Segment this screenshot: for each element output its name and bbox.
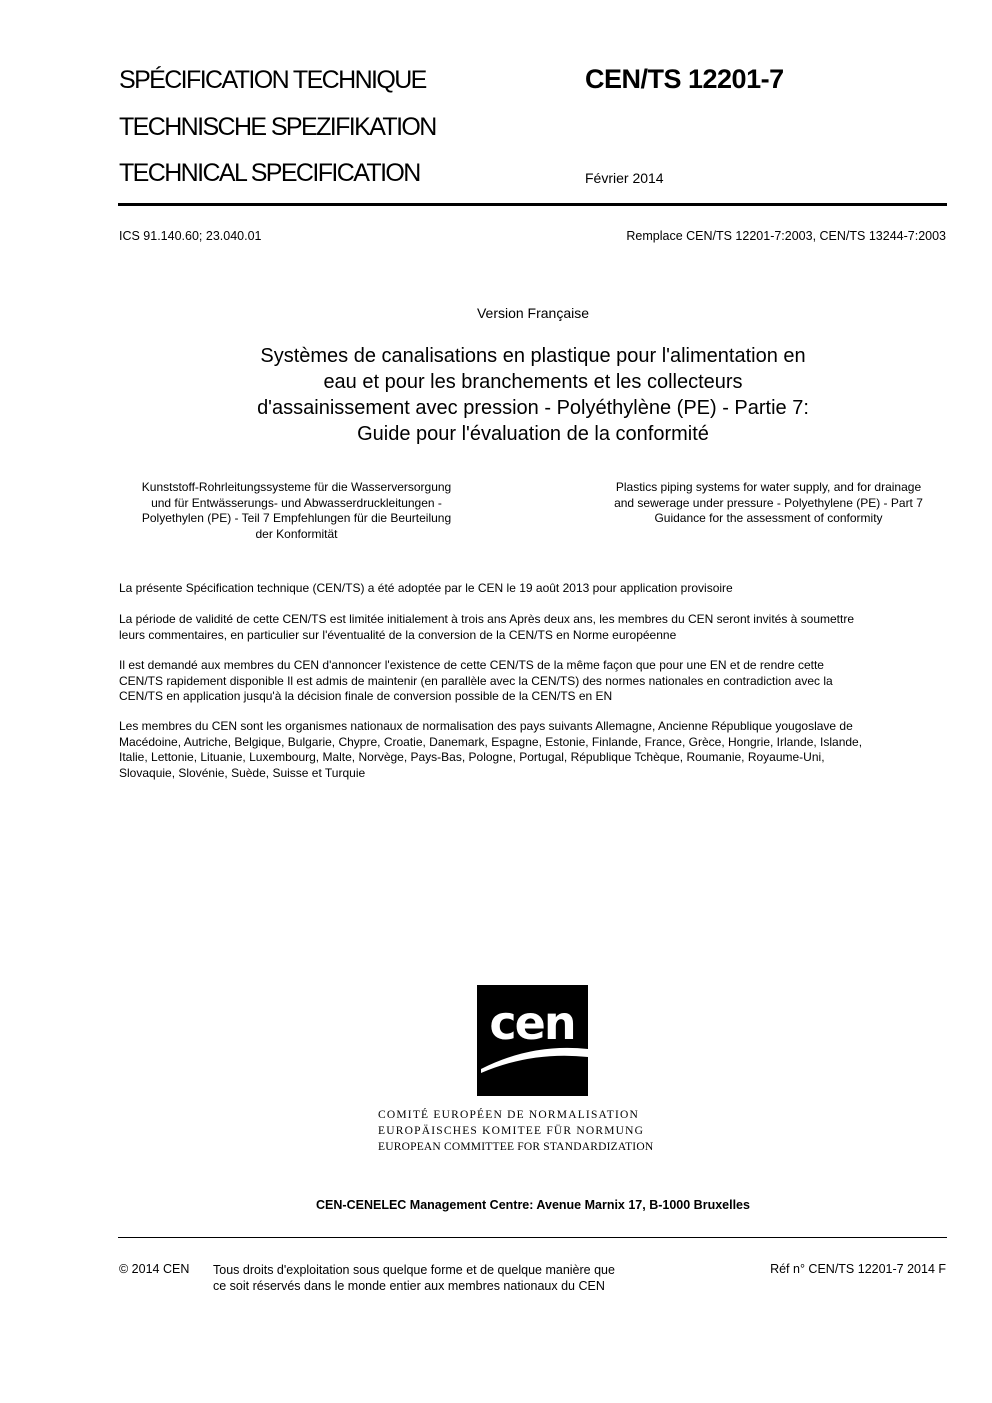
publication-date: Février 2014 [585,170,664,186]
standard-number: CEN/TS 12201-7 [585,64,784,94]
german-title-line: und für Entwässerungs- und Abwasserdruckleitungen - [151,495,442,510]
adoption-paragraph [119,581,949,597]
copyright-notice: © 2014 CEN [119,1262,190,1276]
spec-title-fr: SPÉCIFICATION TECHNIQUE [119,66,426,94]
main-title [160,343,906,447]
organization-name-en: EUROPEAN COMMITTEE FOR STANDARDIZATION [378,1141,654,1153]
english-title-line: and sewerage under pressure - Polyethylene (PE) - Part 7 [614,495,923,510]
paragraph-line: La période de validité de cette CEN/TS est limitée initialement à trois ans Après deux ans, les membres du CEN seront invités à soumettre [119,612,855,626]
main-title-line: eau et pour les branchements et les collecteurs [323,371,743,393]
german-title-line: Kunststoff-Rohrleitungssysteme für die Wasserversorgung [141,480,452,494]
english-title-line: Plastics piping systems for water supply, and for drainage [615,480,922,494]
cen-logo [477,985,588,1096]
rights-line: ce soit réservés dans le monde entier aux membres nationaux du CEN [213,1279,605,1293]
paragraph-line: Italie, Lettonie, Lituanie, Luxembourg, Malte, Norvège, Pays-Bas, Pologne, Portugal, République Tchèque, Roumanie, Royaume-Uni, [119,750,825,764]
paragraph-line: Macédoine, Autriche, Belgique, Bulgarie, Chypre, Croatie, Danemark, Espagne, Estonie, Finlande, France, Grèce, Hongrie, Irlande, Islande, [119,734,863,749]
paragraph-line: leurs commentaires, en particulier sur l'éventualité de la conversion de la CEN/TS en Norme européenne [119,627,677,642]
rights-statement [213,1262,663,1294]
paragraph-line: Il est demandé aux membres du CEN d'annoncer l'existence de cette CEN/TS de la même façon que pour une EN et de rendre cette [119,658,824,672]
main-title-line: Guide pour l'évaluation de la conformité [357,423,709,445]
paragraph-line: La présente Spécification technique (CEN/TS) a été adoptée par le CEN le 19 août 2013 pour application provisoire [119,581,733,595]
english-title [590,480,947,527]
management-centre-address: CEN-CENELEC Management Centre: Avenue Marnix 17, B-1000 Bruxelles [316,1198,750,1212]
footer-divider [118,1237,947,1238]
logo-text: cen [489,996,575,1050]
ics-code: ICS 91.140.60; 23.040.01 [119,229,262,243]
paragraph-line: CEN/TS en application jusqu'à la décision finale de conversion possible de la CEN/TS en EN [119,689,613,703]
paragraph-line: Slovaquie, Slovénie, Suède, Suisse et Turquie [119,765,366,780]
rights-line: Tous droits d'exploitation sous quelque forme et de quelque manière que [213,1263,615,1277]
replaces-note: Remplace CEN/TS 12201-7:2003, CEN/TS 13244-7:2003 [626,229,946,243]
english-title-line: Guidance for the assessment of conformity [654,511,883,525]
members-paragraph [119,719,949,781]
organization-name-fr: COMITÉ EUROPÉEN DE NORMALISATION [378,1109,640,1121]
german-title-line: Polyethylen (PE) - Teil 7 Empfehlungen für die Beurteilung [141,511,452,525]
organization-name-de: EUROPÄISCHES KOMITEE FÜR NORMUNG [378,1125,645,1137]
validity-paragraph [119,612,949,643]
announcement-paragraph [119,658,949,705]
paragraph-line: CEN/TS rapidement disponible Il est admis de maintenir (en parallèle avec la CEN/TS) des normes nationales en contradiction avec la [119,673,833,688]
version-label: Version Française [476,305,590,321]
main-title-line: d'assainissement avec pression - Polyéthylène (PE) - Partie 7: [257,397,809,419]
reference-number: Réf n° CEN/TS 12201-7 2014 F [770,1262,946,1276]
main-title-line: Systèmes de canalisations en plastique pour l'alimentation en [260,345,806,367]
german-title [118,480,475,542]
paragraph-line: Les membres du CEN sont les organismes nationaux de normalisation des pays suivants Allemagne, Ancienne République yougoslave de [119,719,853,733]
organization-names [378,1107,653,1155]
spec-title-en: TECHNICAL SPECIFICATION [119,159,420,187]
german-title-line: der Konformität [255,526,338,541]
header-divider [118,203,947,206]
spec-title-de: TECHNISCHE SPEZIFIKATION [119,113,436,141]
